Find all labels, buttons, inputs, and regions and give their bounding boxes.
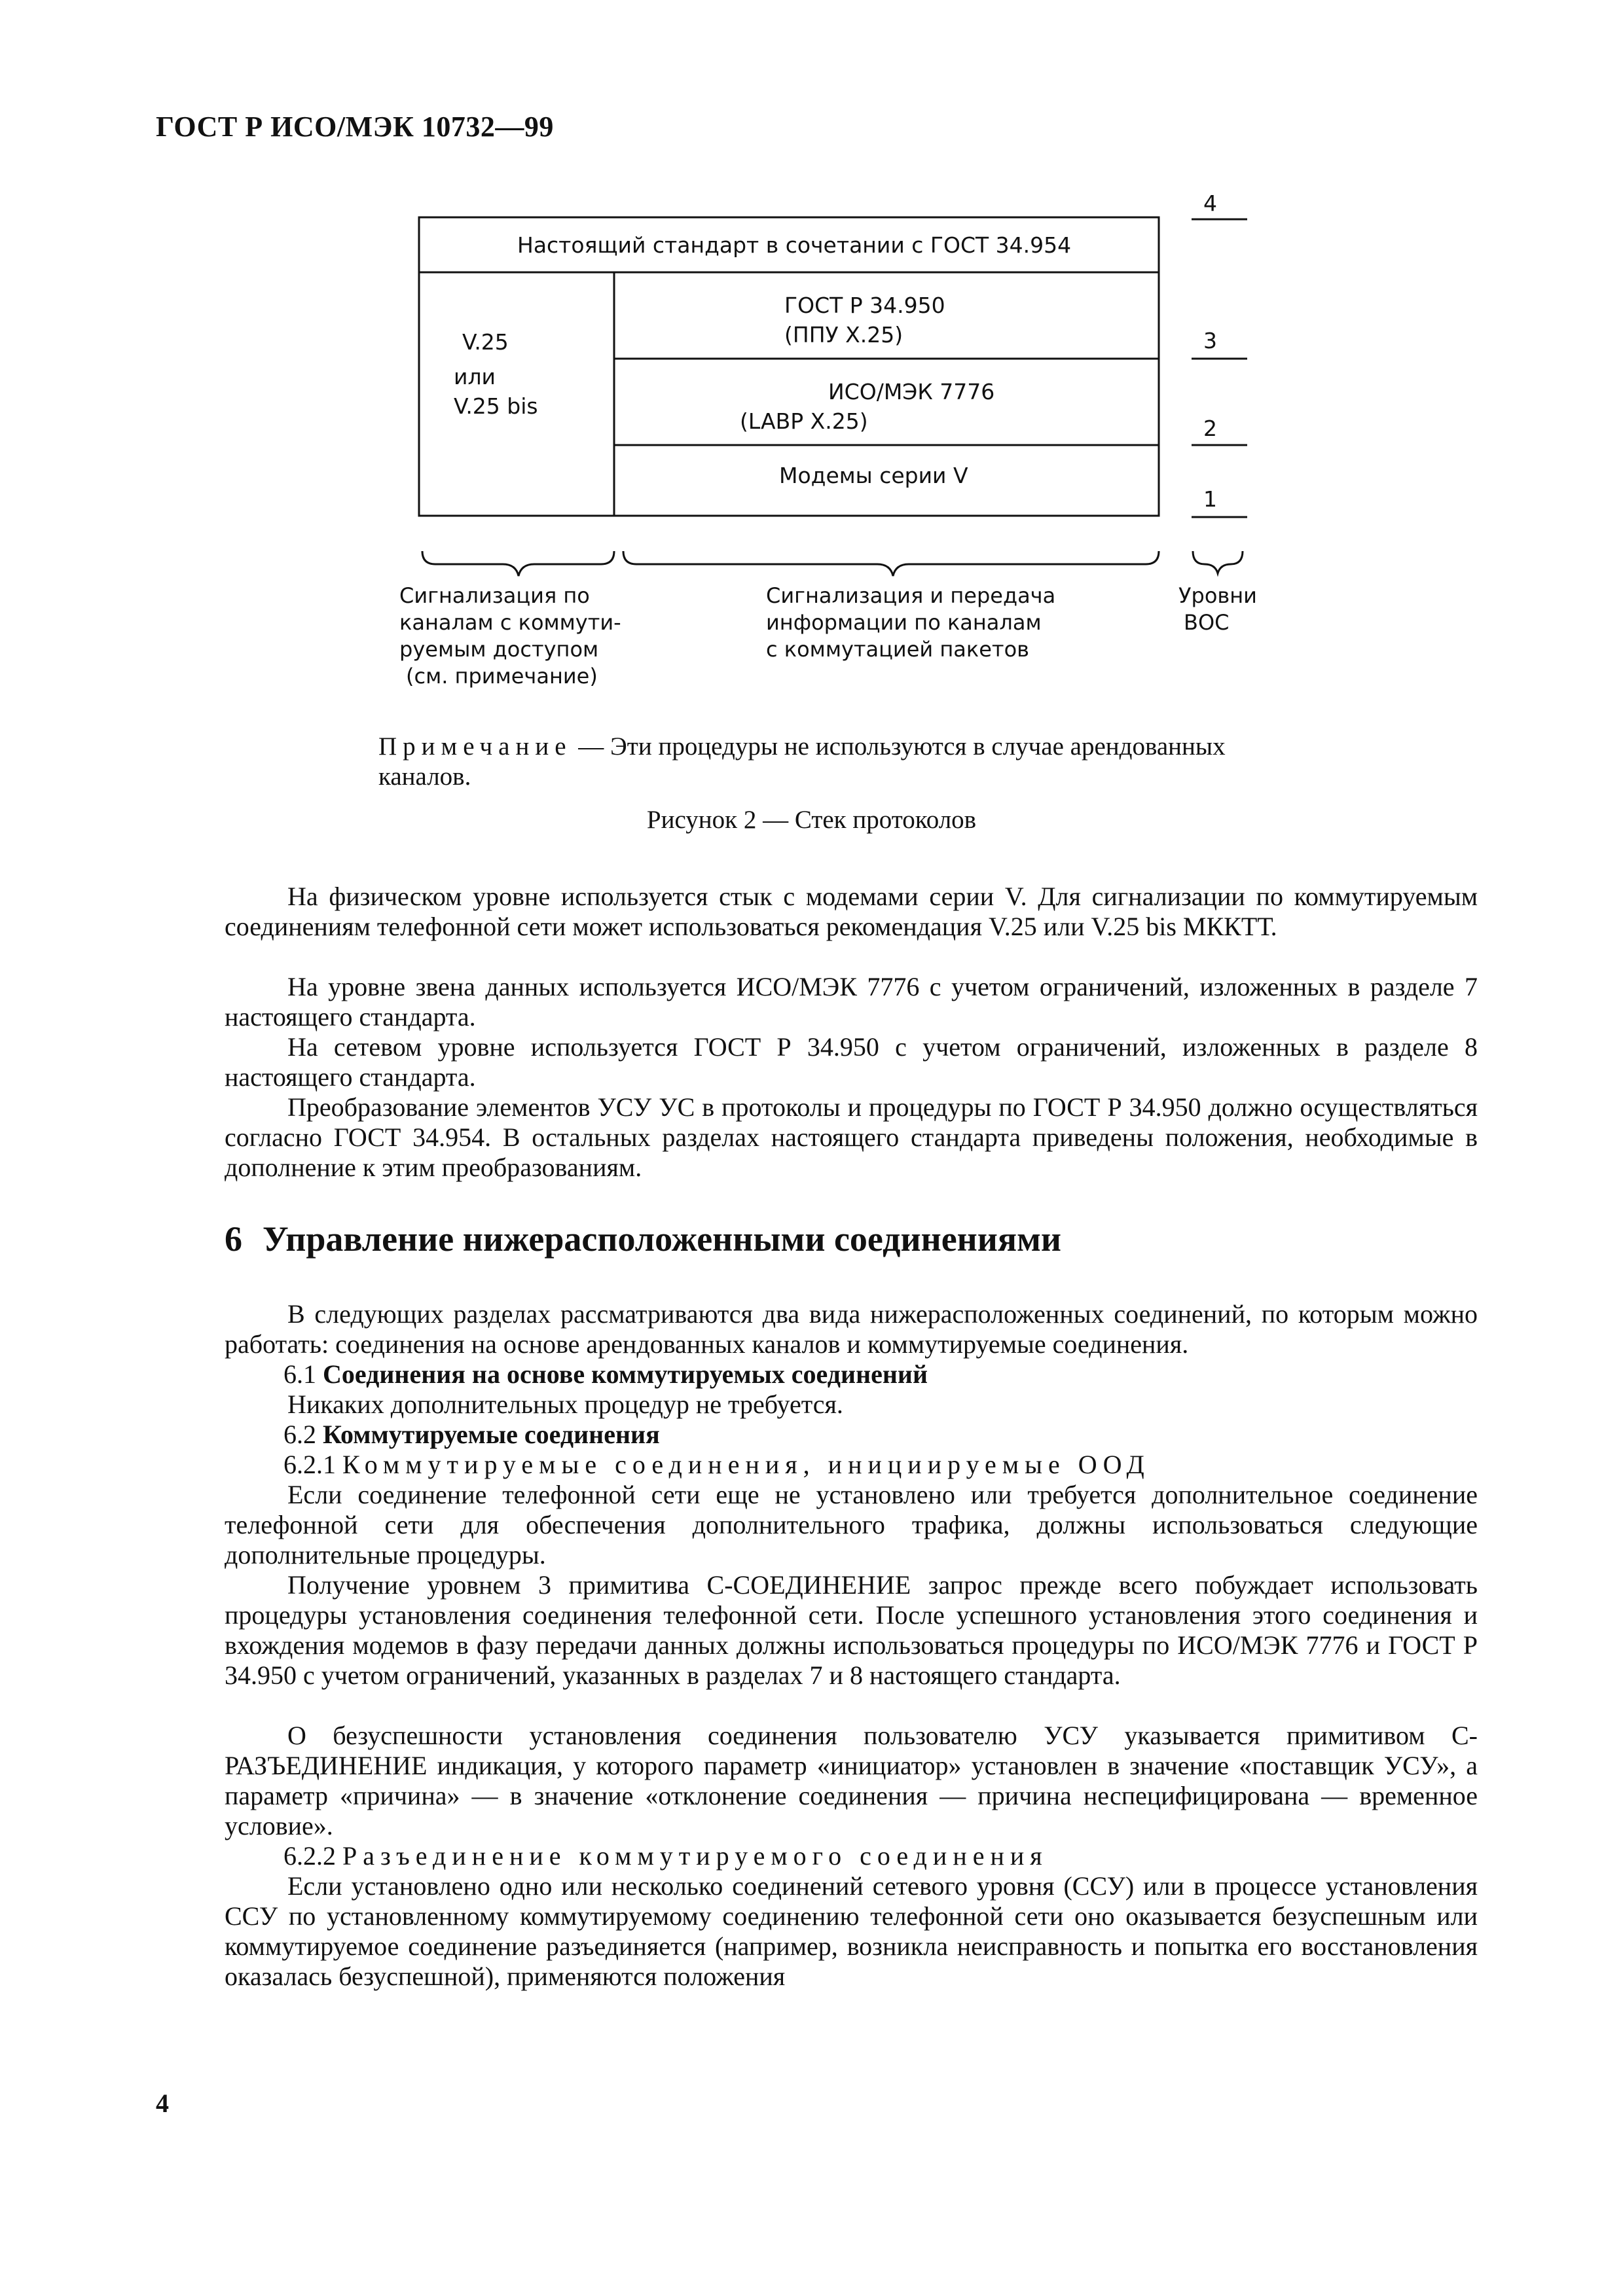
page-number: 4	[156, 2089, 169, 2118]
iso-box-line-2: (LABP X.25)	[740, 408, 868, 434]
subsection-6-2-2-paragraph-1: Если установлено одно или несколько соединений сетевого уровня (ССУ) или в процессе установления ССУ по установленному коммутируемому соединению телефонной сети оно оказывается безуспешным или коммутируемое соединение разъединяется (например, возникла неисправность и попытка его восстановления оказалась безуспешной), применяются положения	[225, 1871, 1478, 1991]
brace-left-caption: Сигнализация по каналам с коммути- руемым доступом (см. примечание)	[399, 583, 621, 689]
level-3-label: 3	[1203, 328, 1217, 353]
subsection-6-2-1-paragraph-3: О безуспешности установления соединения пользователю УСУ указывается примитивом С-РАЗЪЕДИНЕНИЕ индикация, у которого параметр «инициатор» установлен в значение «поставщик УСУ», а параметр «причина» — в значение «отклонение соединения — причина неспецифицирована — временное условие».	[225, 1721, 1478, 1840]
iso-box-line-1: ИСО/МЭК 7776	[828, 379, 995, 404]
gost-box-line-2: (ППУ X.25)	[784, 322, 903, 348]
paragraph-network-level: На сетевом уровне используется ГОСТ Р 34.950 с учетом ограничений, изложенных в разделе 8 настоящего стандарта.	[225, 1032, 1478, 1092]
note-label: Примечание	[378, 732, 572, 761]
section-6-intro: В следующих разделах рассматриваются два вида нижерасположенных соединений, по которым можно работать: соединения на основе арендованных каналов и коммутируемые соединения.	[225, 1299, 1478, 1359]
subsection-6-1-text: Никаких дополнительных процедур не требуется.	[287, 1390, 843, 1419]
subsection-6-2-1-heading: 6.2.1 Коммутируемые соединения, инициируемые ООД	[283, 1450, 1150, 1479]
brace-right-caption: Уровни ВОС	[1178, 583, 1257, 635]
paragraph-conversion: Преобразование элементов УСУ УС в протоколы и процедуры по ГОСТ Р 34.950 должно осуществляться согласно ГОСТ 34.954. В остальных разделах настоящего стандарта приведены положения, необходимые в дополнение к этим преобразованиям.	[225, 1092, 1478, 1182]
subsection-6-2-1-paragraph-1: Если соединение телефонной сети еще не установлено или требуется дополнительное соединение телефонной сети для обеспечения дополнительного трафика, должны использоваться следующие дополнительные процедуры.	[225, 1480, 1478, 1570]
brace-right	[1193, 551, 1243, 573]
level-1-label: 1	[1203, 486, 1217, 512]
brace-left	[422, 551, 614, 576]
document-header: ГОСТ Р ИСО/МЭК 10732—99	[156, 111, 554, 143]
figure-note	[378, 732, 1295, 792]
gost-box-line-1: ГОСТ Р 34.950	[784, 293, 945, 318]
top-box-label: Настоящий стандарт в сочетании с ГОСТ 34.954	[517, 232, 1072, 258]
left-box-line-3: V.25 bis	[454, 393, 538, 419]
brace-middle-caption: Сигнализация и передача информации по каналам с коммутацией пакетов	[766, 583, 1056, 662]
modem-box-label: Модемы серии V	[779, 463, 968, 488]
left-box-line-2: или	[454, 364, 496, 389]
subsection-6-1-heading: 6.1 Соединения на основе коммутируемых соединений	[283, 1359, 928, 1389]
subsection-6-2-2-heading: 6.2.2 Разъединение коммутируемого соединения	[283, 1841, 1048, 1871]
left-box-line-1: V.25	[462, 329, 509, 355]
level-2-label: 2	[1203, 416, 1217, 441]
subsection-6-2-1-paragraph-2: Получение уровнем 3 примитива С-СОЕДИНЕНИЕ запрос прежде всего побуждает использовать процедуры установления соединения телефонной сети. После успешного установления этого соединения и вхождения модемов в фазу передачи данных должны использоваться процедуры по ИСО/МЭК 7776 и ГОСТ Р 34.950 с учетом ограничений, указанных в разделах 7 и 8 настоящего стандарта.	[225, 1570, 1478, 1690]
figure-caption: Рисунок 2 — Стек протоколов	[646, 806, 977, 834]
level-4-label: 4	[1203, 190, 1217, 216]
brace-middle	[623, 551, 1159, 576]
note-text: — Эти процедуры не используются в случае арендованных каналов.	[378, 732, 1226, 791]
section-6-heading: 6 Управление нижерасположенными соединениями	[225, 1219, 1062, 1259]
paragraph-physical-level: На физическом уровне используется стык с модемами серии V. Для сигнализации по коммутируемым соединениям телефонной сети может использоваться рекомендация V.25 или V.25 bis МККТТ.	[225, 882, 1478, 941]
subsection-6-2-heading: 6.2 Коммутируемые соединения	[283, 1420, 660, 1449]
paragraph-link-level: На уровне звена данных используется ИСО/МЭК 7776 с учетом ограничений, изложенных в разделе 7 настоящего стандарта.	[225, 972, 1478, 1031]
